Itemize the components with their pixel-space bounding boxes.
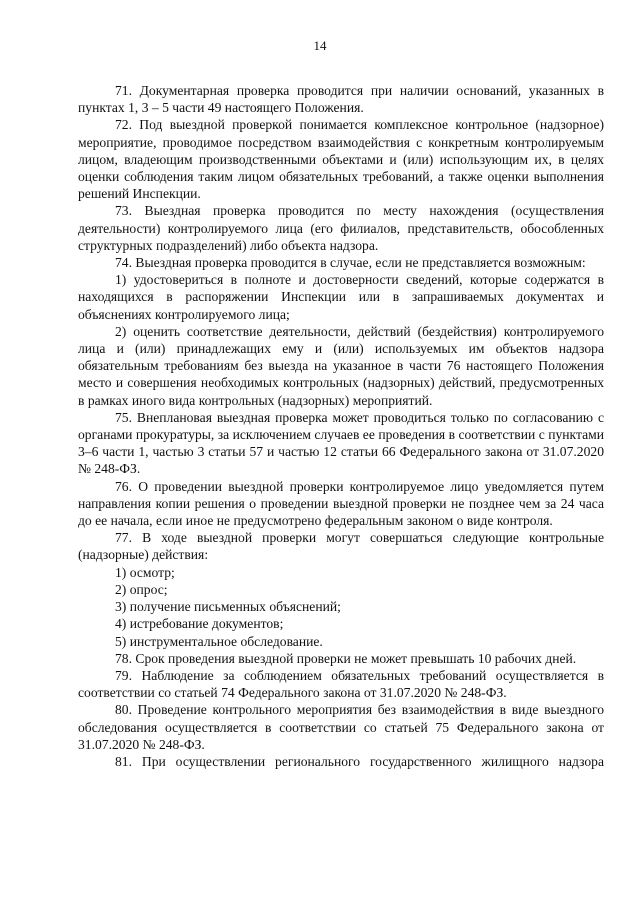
page-number: 14 [313,38,327,53]
paragraph-71: 71. Документарная проверка проводится при наличии оснований, указанных в пунктах 1, 3 – 5 части 49 настоящего Положения. [78,83,604,116]
list-item-survey: 2) опрос; [115,581,168,597]
paragraph-78: 78. Срок проведения выездной проверки не может превышать 10 рабочих дней. [115,650,577,666]
list-item-documents-request: 4) истребование документов; [115,616,284,632]
list-item-written-explanations: 3) получение письменных объяснений; [115,599,341,615]
document-body [78,82,604,770]
list-item-instrumental-examination: 5) инструментальное обследование. [115,633,323,649]
paragraph-77: 77. В ходе выездной проверки могут совершаться следующие контрольные (надзорные) действия: [78,530,604,563]
paragraph-81: 81. При осуществлении регионального государственного жилищного надзора [115,753,604,769]
paragraph-72: 72. Под выездной проверкой понимается комплексное контрольное (надзорное) мероприятие, проводимое посредством взаимодействия с конкретным контролируемым лицом, владеющим производственными объектами и (или) использующим их, в целях оценки соблюдения таким лицом обязательных требований, а также оценки выполнения решений Инспекции. [78,117,604,202]
paragraph-74-item-1: 1) удостовериться в полноте и достоверности сведений, которые содержатся в находящихся в распоряжении Инспекции или в запрашиваемых документах и объяснениях контролируемого лица; [78,272,604,322]
paragraph-73: 73. Выездная проверка проводится по месту нахождения (осуществления деятельности) контролируемого лица (его филиалов, представительств, обособленных структурных подразделений) либо объекта надзора. [78,203,604,253]
paragraph-80: 80. Проведение контрольного мероприятия без взаимодействия в виде выездного обследования осуществляется в соответствии со статьей 75 Федерального закона от 31.07.2020 № 248-ФЗ. [78,702,604,752]
paragraph-79: 79. Наблюдение за соблюдением обязательных требований осуществляется в соответствии со статьей 74 Федерального закона от 31.07.2020 № 248-ФЗ. [78,667,604,701]
paragraph-76: 76. О проведении выездной проверки контролируемое лицо уведомляется путем направления копии решения о проведении выездной проверки не позднее чем за 24 часа до ее начала, если иное не предусмотрено федеральным законом о виде контроля. [78,478,604,529]
list-item-inspection: 1) осмотр; [115,564,175,580]
paragraph-74-item-2: 2) оценить соответствие деятельности, действий (бездействия) контролируемого лица и (или) принадлежащих ему и (или) используемых им объектов надзора обязательным требованиям без выезда на указанное в части 76 настоящего Положения место и совершения необходимых контрольных (надзорных) действий, предусмотренных в рамках иного вида контрольных (надзорных) мероприятий. [78,323,604,408]
paragraph-74: 74. Выездная проверка проводится в случае, если не представляется возможным: [115,255,586,271]
paragraph-75: 75. Внеплановая выездная проверка может проводиться только по согласованию с органами прокуратуры, за исключением случаев ее проведения в соответствии с пунктами 3–6 части 1, частью 3 статьи 57 и частью 12 статьи 66 Федерального закона от 31.07.2020 № 248-ФЗ. [78,409,604,477]
